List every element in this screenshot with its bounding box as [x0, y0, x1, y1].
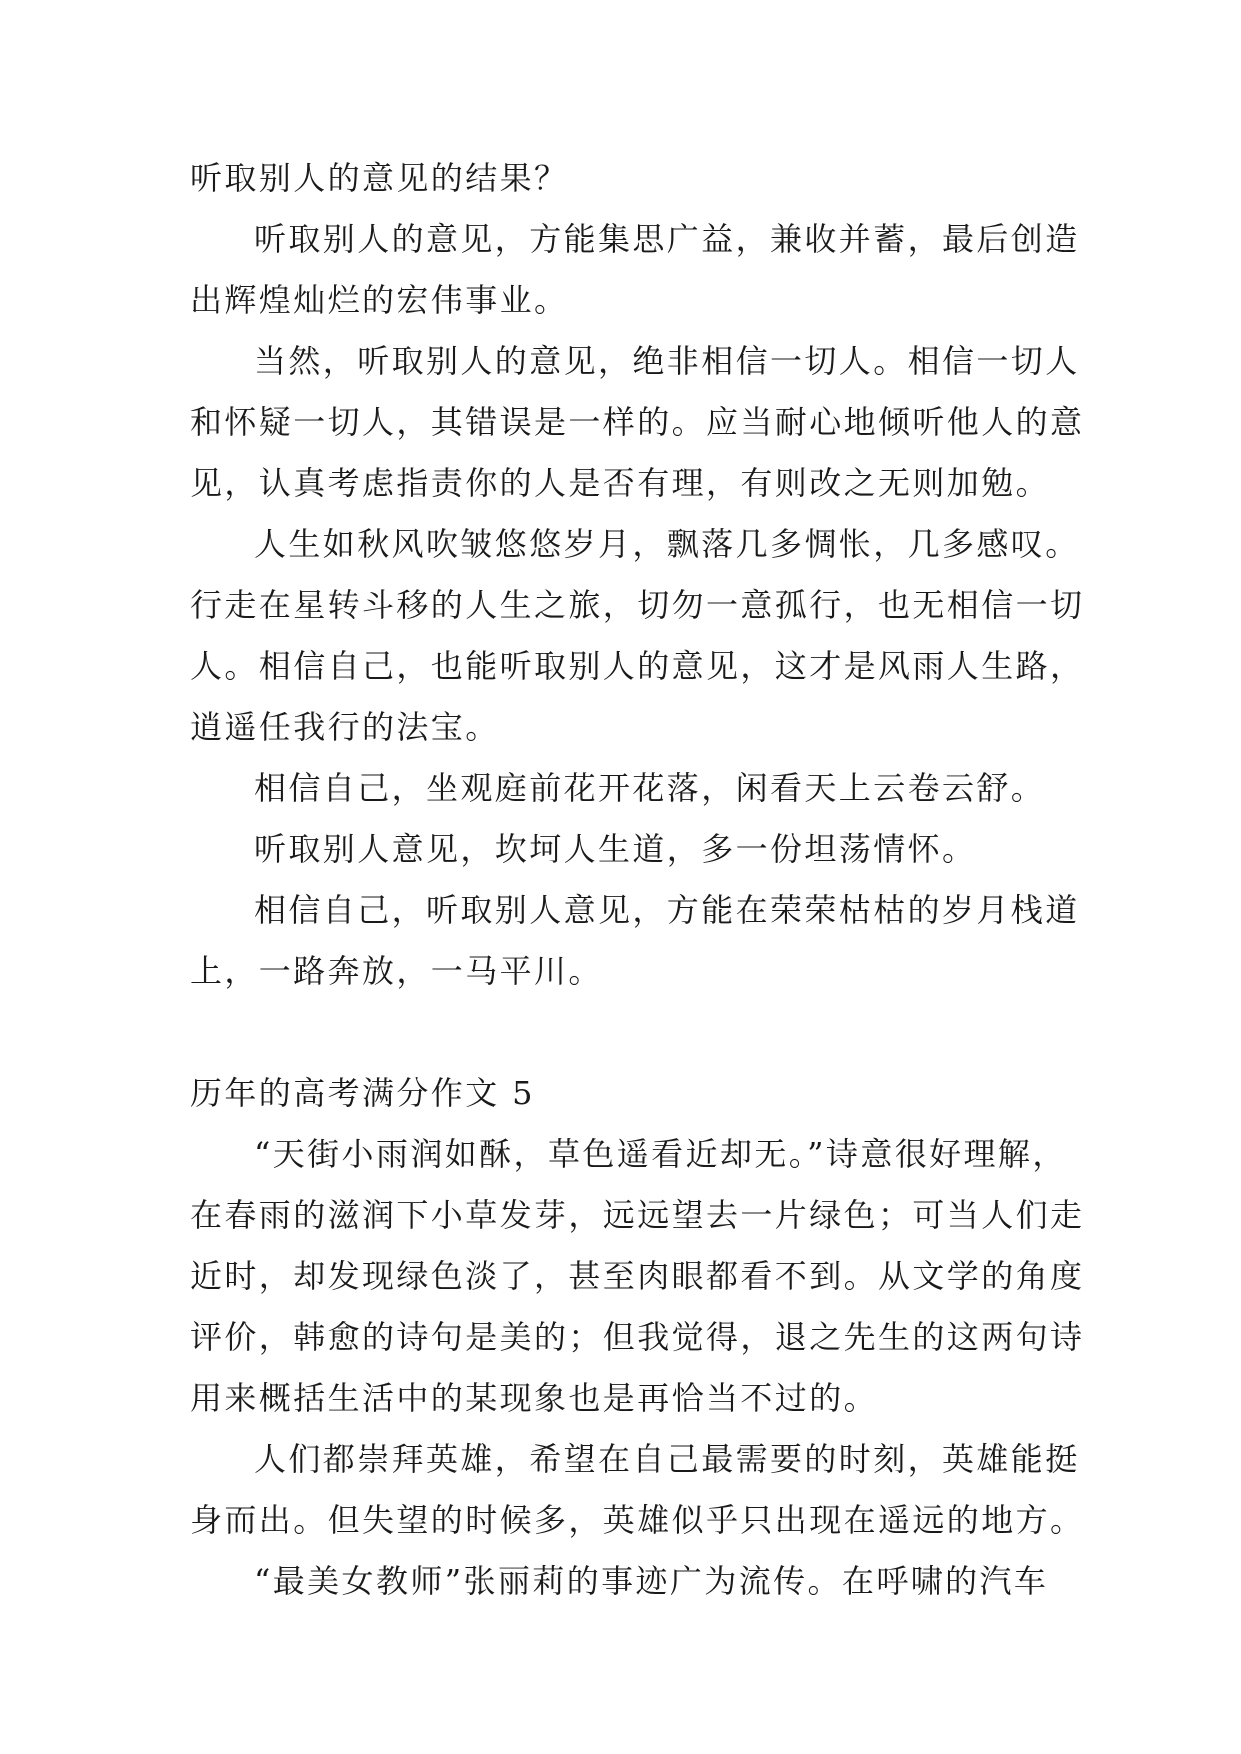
paragraph-line: 身而出。但失望的时候多，英雄似乎只出现在遥远的地方。	[190, 1501, 1085, 1539]
paragraph-line: 用来概括生活中的某现象也是再恰当不过的。	[190, 1379, 879, 1417]
paragraph-line: 上，一路奔放，一马平川。	[190, 952, 603, 990]
paragraph-line: 见，认真考虑指责你的人是否有理，有则改之无则加勉。	[190, 464, 1051, 502]
section-heading: 历年的高考满分作文 5	[190, 1074, 535, 1112]
paragraph-line: 近时，却发现绿色淡了，甚至肉眼都看不到。从文学的角度	[190, 1257, 1085, 1295]
document-page	[190, 158, 1085, 1622]
paragraph-line: 当然，听取别人的意见，绝非相信一切人。相信一切人	[254, 342, 1080, 380]
paragraph-line: 人们都崇拜英雄，希望在自己最需要的时刻，英雄能挺	[254, 1440, 1080, 1478]
paragraph-line: 评价，韩愈的诗句是美的；但我觉得，退之先生的这两句诗	[190, 1318, 1085, 1356]
paragraph-line: 听取别人意见，坎坷人生道，多一份坦荡情怀。	[254, 830, 977, 868]
paragraph-line: 在春雨的滋润下小草发芽，远远望去一片绿色；可当人们走	[190, 1196, 1085, 1234]
paragraph-line: 相信自己，听取别人意见，方能在荣荣枯枯的岁月栈道	[254, 891, 1080, 929]
paragraph-line: “天街小雨润如酥，草色遥看近却无。”诗意很好理解，	[254, 1135, 1067, 1173]
paragraph-line: 逍遥任我行的法宝。	[190, 708, 500, 746]
paragraph-line: 相信自己，坐观庭前花开花落，闲看天上云卷云舒。	[254, 769, 1046, 807]
paragraph-line: “最美女教师”张丽莉的事迹广为流传。在呼啸的汽车	[254, 1562, 1049, 1600]
paragraph-line: 行走在星转斗移的人生之旅，切勿一意孤行，也无相信一切	[190, 586, 1085, 624]
paragraph-line: 听取别人的意见，方能集思广益，兼收并蓄，最后创造	[254, 220, 1080, 258]
section-spacer	[190, 1012, 1070, 1073]
paragraph-line: 人生如秋风吹皱悠悠岁月，飘落几多惆怅，几多感叹。	[254, 525, 1080, 563]
paragraph-line: 出辉煌灿烂的宏伟事业。	[190, 281, 569, 319]
paragraph-line: 人。相信自己，也能听取别人的意见，这才是风雨人生路，	[190, 647, 1085, 685]
section-heading: 听取别人的意见的结果？	[190, 159, 569, 197]
paragraph-line: 和怀疑一切人，其错误是一样的。应当耐心地倾听他人的意	[190, 403, 1085, 441]
